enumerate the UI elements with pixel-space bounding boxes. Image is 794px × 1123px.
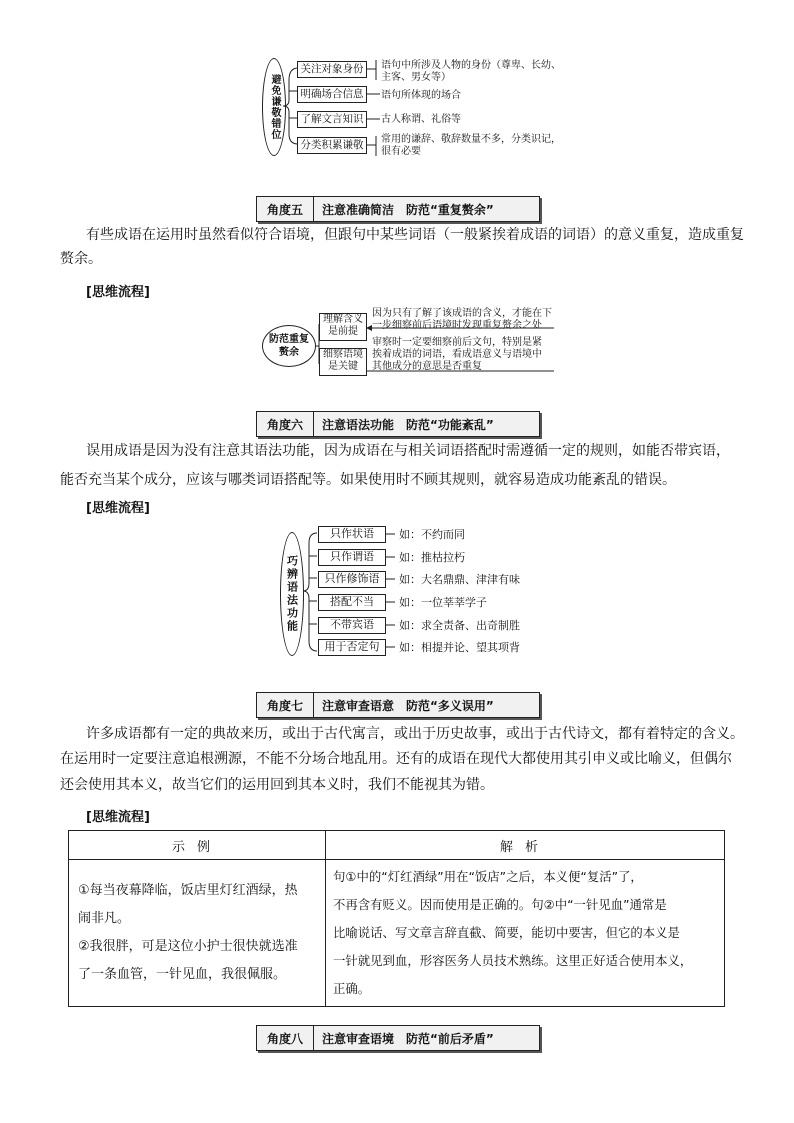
example-line-2: 闹非凡。: [78, 911, 131, 926]
section7-paragraph-line1: 许多成语都有一定的典故来历，或出于古代寓言，或出于历史故事，或出于古代诗文，都有着特定的含义。: [86, 726, 744, 742]
diagram3-box-2: 只作谓语: [318, 549, 386, 566]
section6-paragraph-line2: 能否充当某个成分，应该与哪类词语搭配等。如果使用时不顾其规则，就容易造成功能紊乱的错误。: [60, 472, 676, 488]
diagram1-oval: 避免谦敬错位: [262, 58, 286, 156]
section7-paragraph-line2: 在运用时一定要注意追根溯源，不能不分场合地乱用。还有的成语在现代大都使用其引申义或比喻义，但偶尔: [60, 751, 732, 767]
analysis-line-2: 不再含有贬义。因而使用是正确的。句②中“一针见血”通常是: [333, 897, 667, 912]
diagram3-box-3: 只作修饰语: [318, 571, 386, 588]
section7-flow-label: [思维流程]: [86, 810, 150, 825]
diagram3-text-4: 如：一位莘莘学子: [399, 596, 487, 609]
table-header-analysis: 解析: [326, 831, 725, 860]
table-header-example: 示例: [69, 831, 326, 860]
diagram1-text-4b: 很有必要: [381, 146, 421, 157]
section7-number: 角度七: [257, 693, 314, 717]
section6-heading: [256, 411, 540, 437]
section7-paragraph-line3: 还会使用其本义，故当它们的运用回到其本义时，我们不能视其为错。: [60, 777, 494, 793]
diagram2-box-2: 细察语境是关键: [319, 348, 367, 376]
diagram3-box-4: 搭配不当: [318, 594, 386, 611]
table-row: [69, 860, 725, 1007]
diagram1-box-4: 分类积累谦敬: [297, 137, 367, 154]
diagram3-text-1: 如：不约而同: [399, 528, 465, 541]
table-header-row: [69, 831, 725, 860]
analysis-line-3: 比喻说话、写文章言辞直截、简要，能切中要害，但它的本义是: [333, 925, 680, 940]
section6-flow-label: [思维流程]: [86, 501, 150, 516]
section5-heading: [256, 196, 540, 222]
section8-title: 注意审查语境 防范“前后矛盾”: [322, 1031, 494, 1046]
diagram2-box-1: 理解含义是前提: [319, 313, 367, 341]
diagram3-text-2: 如：推枯拉朽: [399, 551, 465, 564]
section7-heading: [256, 692, 540, 718]
analysis-line-4: 一针就见到血，形容医务人员技术熟练。这里正好适合使用本义，: [333, 953, 693, 968]
section5-title: 注意准确简洁 防范“重复赘余”: [322, 202, 494, 217]
example-analysis-table: [68, 830, 725, 1007]
diagram1-text-2: 语句所体现的场合: [381, 90, 461, 101]
section8-number: 角度八: [257, 1026, 314, 1050]
analysis-line-1: 句①中的“灯红酒绿”用在“饭店”之后，本义便“复活”了，: [333, 869, 643, 884]
diagram1-text-1b: 主客、男女等）: [381, 72, 451, 83]
diagram3-box-1: 只作状语: [318, 526, 386, 543]
diagram3-box-6: 用于否定句: [318, 639, 386, 656]
diagram3-box-5: 不带宾语: [318, 617, 386, 634]
table-cell-examples: [69, 860, 326, 1007]
section6-number: 角度六: [257, 412, 314, 436]
diagram2-text-1b: 一步细察前后语境时发现重复赘余之处: [372, 320, 542, 331]
diagram2-oval: 防范重复赘余: [262, 325, 316, 367]
diagram3-text-5: 如：求全责备、出奇制胜: [399, 619, 520, 632]
section5-paragraph-line1: 有些成语在运用时虽然看似符合语境，但跟句中某些词语（一般紧挨着成语的词语）的意义重复，造成重复: [86, 227, 744, 243]
diagram3-oval: 巧辨语法功能: [280, 532, 304, 656]
analysis-line-5: 正确。: [333, 981, 371, 996]
diagram1-box-2: 明确场合信息: [297, 86, 367, 103]
diagram1-box-3: 了解文言知识: [297, 111, 367, 128]
section5-flow-label: [思维流程]: [86, 285, 150, 300]
diagram1-text-4a: 常用的谦辞、敬辞数量不多，分类识记，: [381, 134, 561, 145]
section5-number: 角度五: [257, 197, 314, 221]
example-line-4: 了一条血管，一针见血，我很佩服。: [78, 967, 287, 982]
diagram3-connectors: [385, 526, 397, 656]
table-cell-analysis: [326, 860, 725, 1007]
diagram2-text-1a: 因为只有了解了该成语的含义，才能在下: [372, 308, 552, 319]
diagram2-text-2a: 审察时一定要细察前后文句，特别是紧: [372, 337, 542, 348]
example-line-3: ②我很胖，可是这位小护士很快就选准: [78, 939, 298, 954]
diagram3-text-6: 如：相提并论、望其项背: [399, 641, 520, 654]
diagram2-text-2c: 其他成分的意思是否重复: [372, 361, 482, 372]
diagram2-text-2b: 挨着成语的词语，看成语意义与语境中: [372, 349, 542, 360]
section7-title: 注意审查语意 防范“多义误用”: [322, 698, 494, 713]
diagram1-box-1: 关注对象身份: [297, 61, 367, 78]
section5-paragraph-line2: 赘余。: [60, 251, 102, 267]
section6-paragraph-line1: 误用成语是因为没有注意其语法功能，因为成语在与相关词语搭配时需遵循一定的规则，如能否带宾语，: [86, 443, 730, 459]
example-line-1: ①每当夜幕降临，饭店里灯红酒绿，热: [78, 883, 298, 898]
diagram1-text-1a: 语句中所涉及人物的身份（尊卑、长幼、: [381, 60, 561, 71]
section8-heading: [256, 1025, 540, 1051]
diagram1-text-3: 古人称谓、礼俗等: [381, 114, 461, 125]
diagram3-text-3: 如：大名鼎鼎、津津有味: [399, 573, 520, 586]
section6-title: 注意语法功能 防范“功能紊乱”: [322, 417, 494, 432]
